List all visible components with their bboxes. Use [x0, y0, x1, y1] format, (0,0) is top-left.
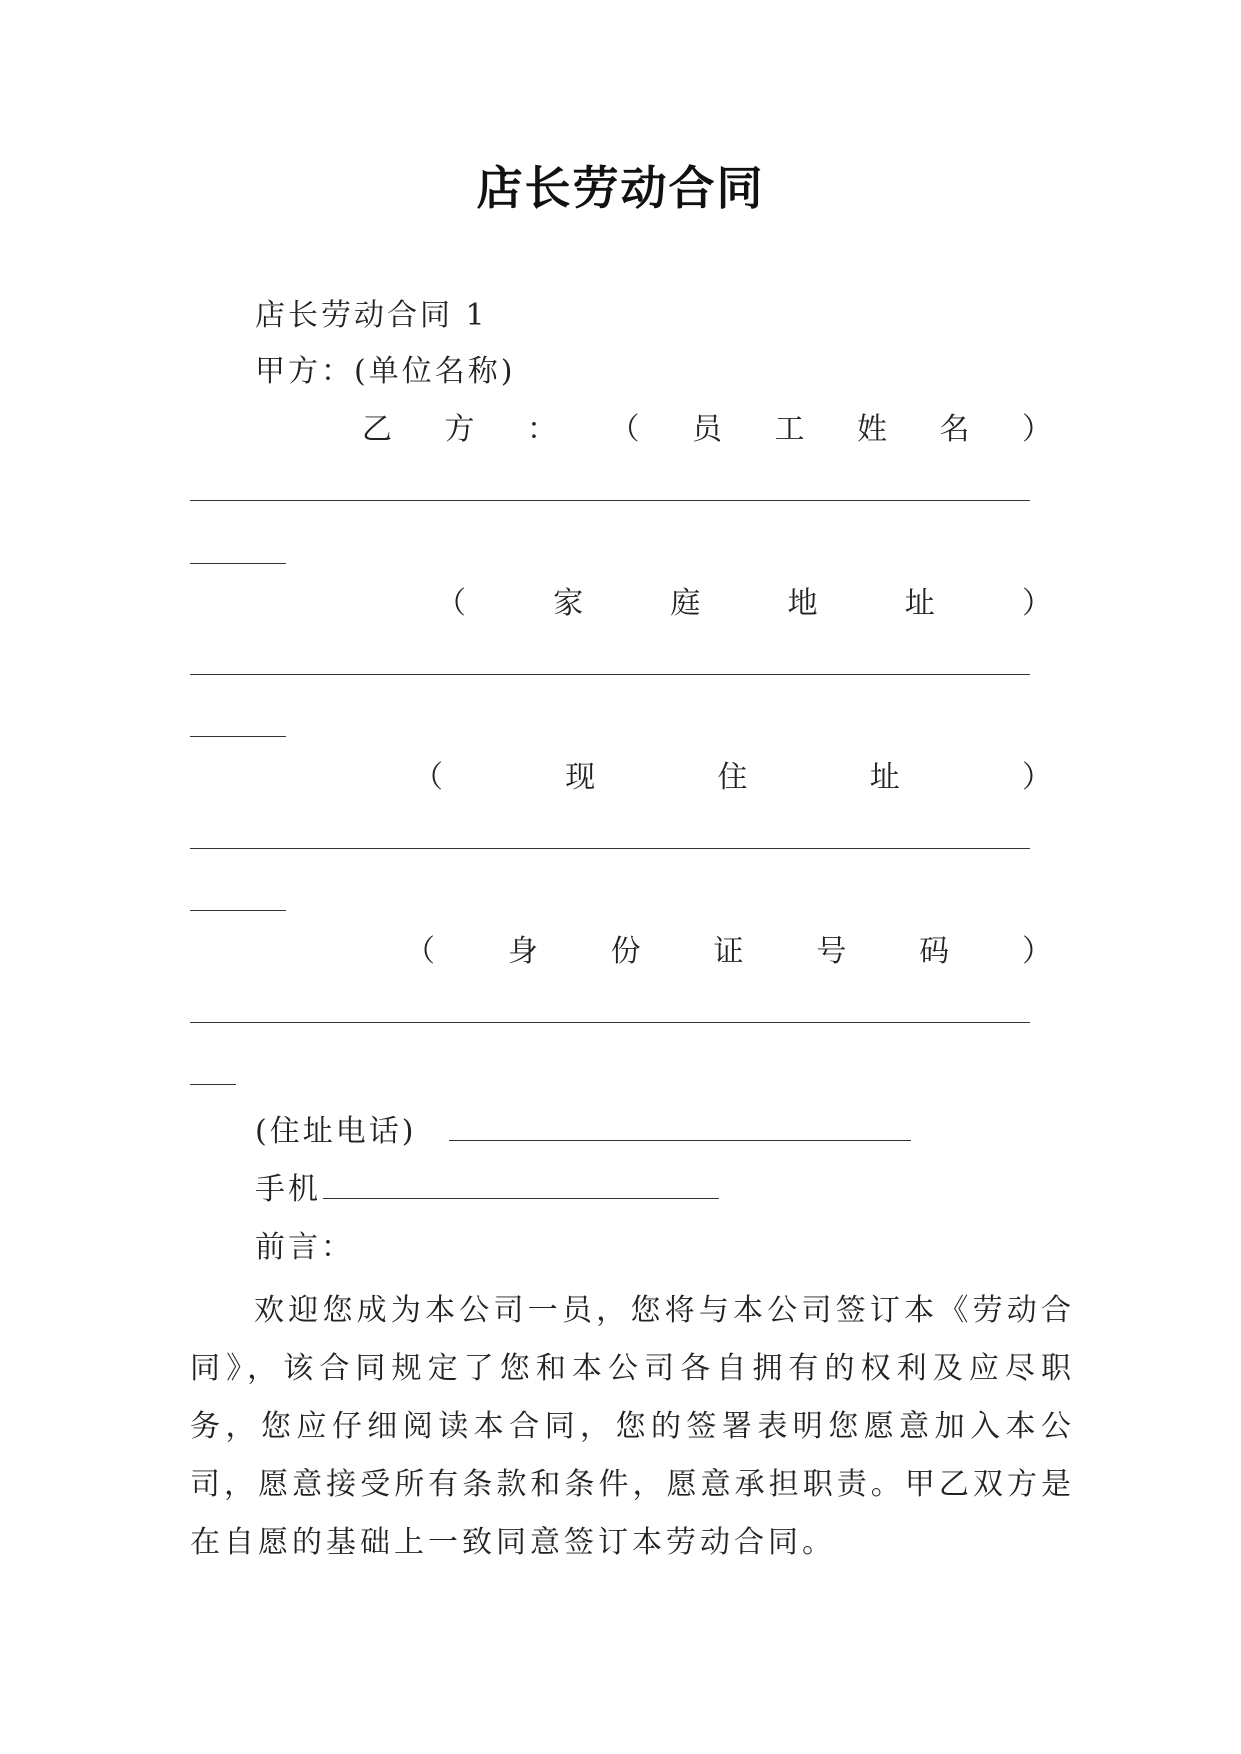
- id-number-char: （: [405, 934, 435, 969]
- home-address-char: 地: [787, 586, 818, 621]
- id-number-char: 证: [713, 934, 744, 969]
- blank-line: [190, 563, 286, 564]
- mobile-line: [255, 1168, 719, 1212]
- address-phone-blank: [449, 1114, 911, 1141]
- party-a-line: 甲方：(单位名称): [255, 354, 516, 389]
- current-address-char: 现: [565, 760, 596, 795]
- blank-line: [190, 736, 286, 737]
- blank-line: [190, 910, 286, 911]
- party-b-char: （: [609, 412, 640, 447]
- id-number-char: 码: [919, 934, 950, 969]
- id-number-line: [405, 930, 1052, 974]
- party-b-line: [362, 408, 1052, 452]
- address-phone-line: [255, 1110, 911, 1154]
- home-address-line: [436, 582, 1052, 626]
- address-phone-label: (住址电话): [255, 1114, 417, 1149]
- blank-line: [190, 500, 1030, 501]
- document-title: 店长劳动合同: [476, 161, 765, 215]
- home-address-char: （: [436, 586, 466, 621]
- current-address-char: 址: [869, 760, 900, 795]
- mobile-label: 手机: [255, 1172, 321, 1207]
- id-number-char: 号: [816, 934, 847, 969]
- home-address-char: ）: [1021, 586, 1052, 621]
- preface-label: 前言：: [255, 1230, 354, 1265]
- home-address-char: 址: [904, 586, 935, 621]
- party-b-char: 乙: [362, 412, 392, 447]
- current-address-char: 住: [717, 760, 748, 795]
- party-b-char: 方: [444, 412, 475, 447]
- blank-line: [190, 674, 1030, 675]
- current-address-line: [413, 756, 1052, 800]
- party-b-char: 员: [692, 412, 722, 447]
- current-address-char: （: [413, 760, 443, 795]
- blank-line: [190, 1084, 236, 1085]
- party-b-char: 姓: [857, 412, 887, 447]
- contract-heading: 店长劳动合同 1: [255, 298, 488, 333]
- party-b-char: ：: [527, 412, 557, 447]
- id-number-char: 身: [507, 934, 538, 969]
- party-b-char: 名: [939, 412, 970, 447]
- home-address-char: 庭: [670, 586, 701, 621]
- home-address-char: 家: [553, 586, 584, 621]
- id-number-char: 份: [610, 934, 641, 969]
- party-b-char: 工: [774, 412, 805, 447]
- blank-line: [190, 848, 1030, 849]
- current-address-char: ）: [1022, 760, 1052, 795]
- blank-line: [190, 1022, 1030, 1023]
- party-b-char: ）: [1022, 412, 1052, 447]
- mobile-blank: [323, 1172, 719, 1199]
- preface-paragraph: 欢迎您成为本公司一员，您将与本公司签订本《劳动合同》，该合同规定了您和本公司各自拥有的权利及应尽职务，您应仔细阅读本合同，您的签署表明您愿意加入本公司，愿意接受所有条款和条件，愿意承担职责。甲乙双方是在自愿的基础上一致同意签订本劳动合同。: [190, 1293, 1075, 1560]
- id-number-char: ）: [1021, 934, 1052, 969]
